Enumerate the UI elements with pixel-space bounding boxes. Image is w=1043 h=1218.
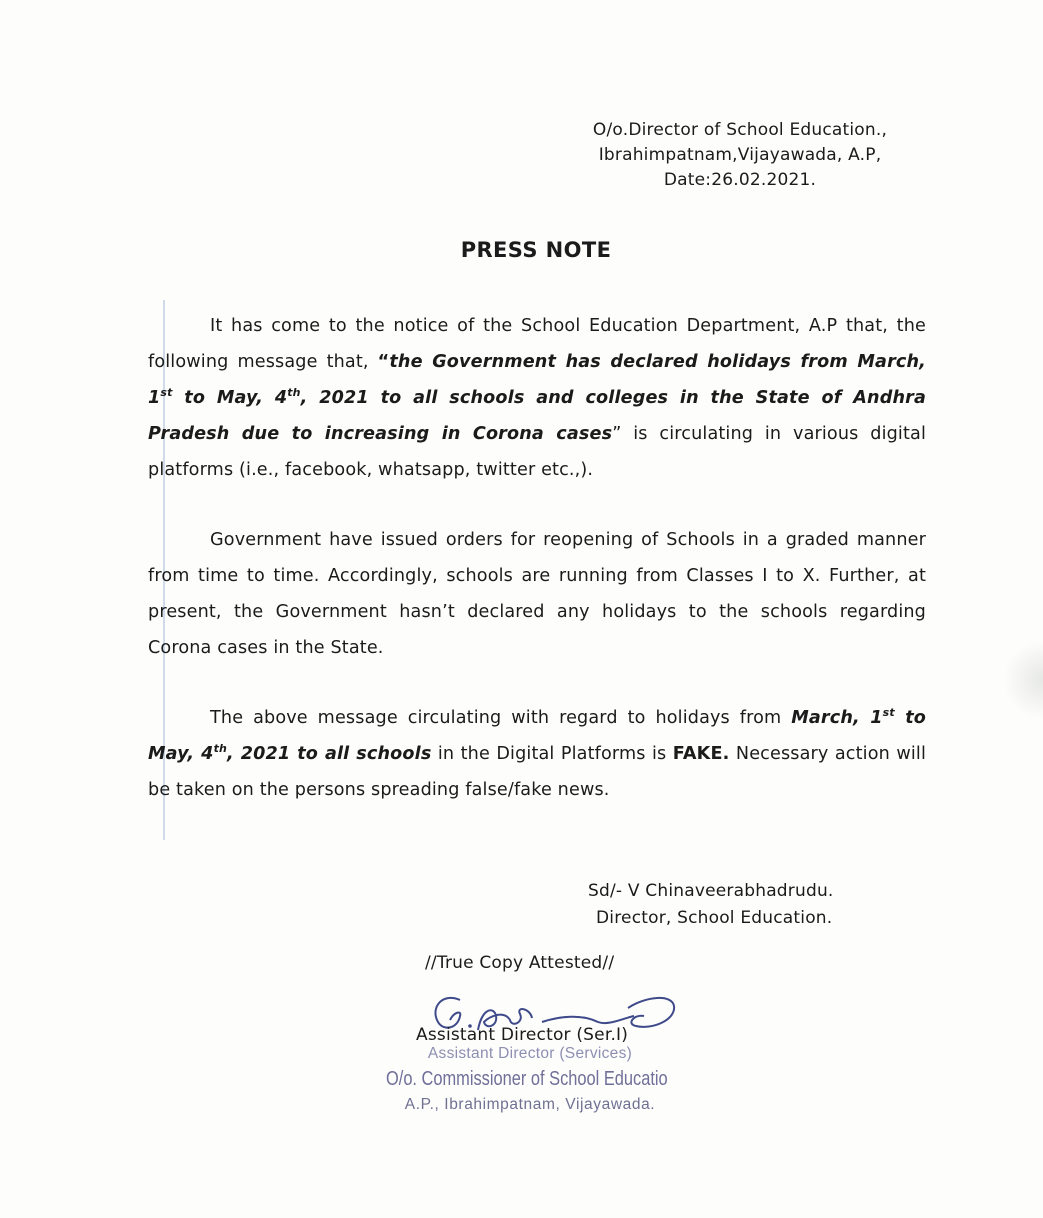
stamp-line-3: A.P., Ibrahimpatnam, Vijayawada. (404, 1096, 656, 1113)
quoted-part-a: the Government has declared holidays from March, 1 (148, 352, 926, 408)
address-line: Ibrahimpatnam,Vijayawada, A.P, (598, 145, 882, 165)
para1-intro: It has come to the notice of the School Education Department, A.P that, the following message that, (148, 316, 926, 372)
stamp-line-2: O/o. Commissioner of School Educatio (386, 1068, 668, 1090)
true-copy-attested: //True Copy Attested// (425, 953, 615, 973)
paragraph-2: Government have issued orders for reopening of Schools in a graded manner from time to time. Accordingly, schools are running from Classes I to X. Further, at present, the Government hasn’t declared any holidays to the schools regarding Corona cases in the State. (148, 530, 926, 658)
document-title: PRESS NOTE (460, 238, 612, 262)
paragraph-3 (148, 700, 926, 808)
signatory-designation: Director, School Education. (596, 908, 833, 928)
para3-mid: in the Digital Platforms is (431, 744, 673, 764)
ordinal-sup: st (160, 386, 173, 399)
quote-open: “ (377, 352, 390, 372)
office-line: O/o.Director of School Education., (592, 120, 888, 140)
signatory-name: Sd/- V Chinaveerabhadrudu. (588, 881, 834, 901)
emphasis-part-b: to May, 4 (148, 708, 926, 764)
quote-close: ” (612, 424, 622, 444)
quoted-part-c: , 2021 to all schools and colleges in the State of Andhra Pradesh due to increasing in Corona cases (148, 388, 926, 444)
para3-end: Necessary action will be taken on the persons spreading false/fake news. (148, 744, 926, 800)
date-line: Date:26.02.2021. (663, 170, 817, 190)
ordinal-sup: st (882, 706, 895, 719)
letterhead-address (560, 118, 920, 193)
emphasis-part-c: , 2021 to all schools (226, 744, 432, 764)
fake-label: FAKE. (672, 744, 730, 764)
signatory-block (588, 878, 834, 932)
para3-intro: The above message circulating with regard to holidays from (210, 708, 792, 728)
stamp-line-1: Assistant Director (Services) (427, 1045, 633, 1062)
ordinal-sup: th (213, 742, 227, 755)
scan-artifact-smudge (1003, 640, 1043, 720)
para1-end: is circulating in various digital platforms (i.e., facebook, whatsapp, twitter etc.,). (148, 424, 926, 480)
emphasis-part-a: March, 1 (791, 708, 883, 728)
paragraph-1 (148, 308, 926, 488)
ordinal-sup: th (287, 386, 301, 399)
quoted-part-b: to May, 4 (172, 388, 288, 408)
official-stamp (380, 1044, 680, 1116)
attestor-designation: Assistant Director (Ser.I) (416, 1025, 629, 1045)
